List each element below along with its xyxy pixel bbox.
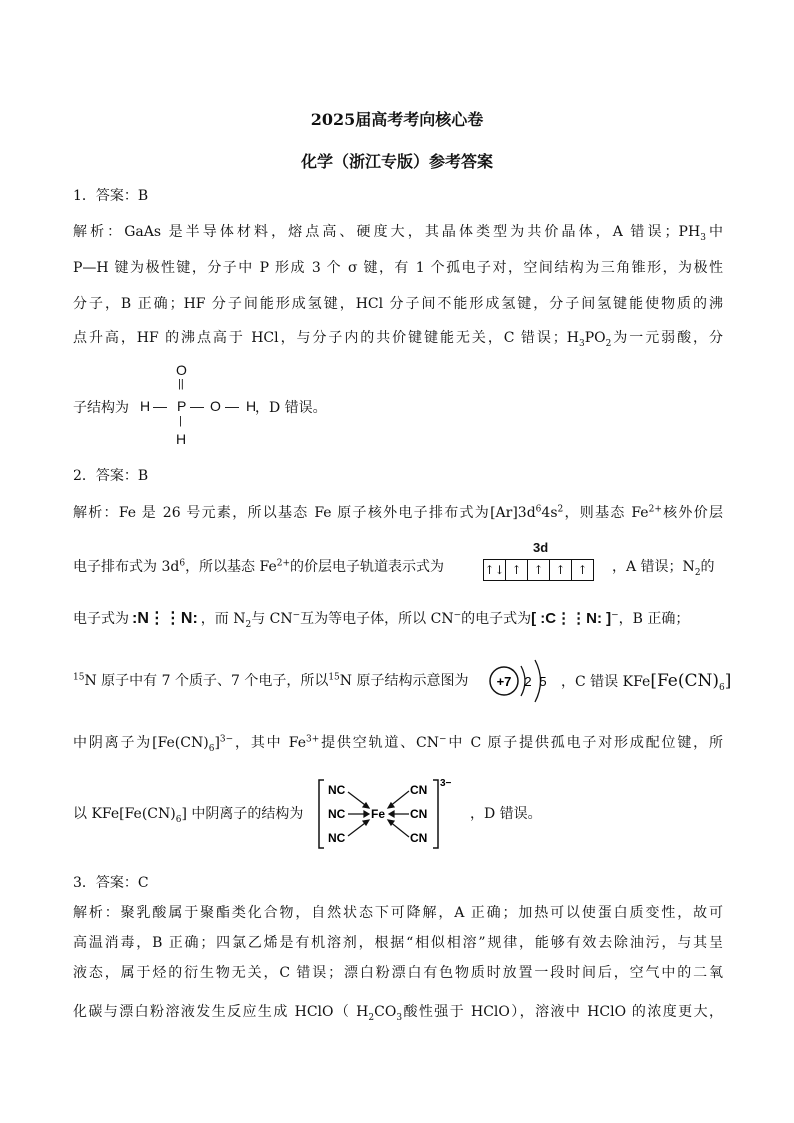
shell-1-count: 2 [524,674,532,689]
doc-title: 2025届高考考向核心卷 [310,110,484,129]
q2-line2-right: ，A 错误；$N_2$的 [612,559,715,578]
orbital-box: ↑ [550,560,572,580]
shell-2-count: 5 [539,674,547,689]
q2-line3: 电子式为 :N⋮⋮N: ，而 $N_2$与 CN−互为等电子体，所以 CN−的电子式为[ :C⋮⋮N: ]−，B 正确； [73,610,690,630]
orbital-label: 3d [533,540,549,555]
q1-line5: 子结构为 ，D 错误。 [73,400,327,416]
q3-line3: 液态，属于烃的衍生物无关，C 错误；漂白粉漂白有色物质时放置一段时间后，空气中的二氧 [73,965,723,981]
ligand-cn: CN [410,783,428,797]
q3-line1: 解析：聚乳酸属于聚酯类化合物，自然状态下可降解，A 正确；加热可以使蛋白质变性，故可 [73,905,723,921]
ligand-nc: NC [328,807,346,821]
ligand-cn: CN [410,831,428,845]
q2-line6-right: ，D 错误。 [470,806,542,822]
q3-line4: 化碳与漂白粉溶液发生反应生成 HClO（ $H_2CO_3$酸性强于 HClO），溶液中 HClO 的浓度更大， [73,1004,723,1023]
q1-answer: 1．答案：B [73,188,149,204]
central-fe: Fe [371,807,386,821]
q3-answer: 3．答案：C [73,875,149,891]
q2-line4-left: $^{15}$N 原子中有 7 个质子、7 个电子，所以$^{15}$N 原子结构示意图为 [73,672,469,689]
n2-electron-formula: :N⋮⋮N: [132,610,198,627]
cn-electron-formula: [ :C⋮⋮N: ] [531,610,612,627]
q3-line2: 高温消毒，B 正确；四氯乙烯是有机溶剂，根据“相似相溶”规律，能够有效去除油污，与其呈 [73,935,723,951]
q2-line1: 解析：Fe 是 26 号元素，所以基态 Fe 原子核外电子排布式为$[Ar]3d^64s^2$，则基态 $Fe^{2+}$核外价层 [73,504,723,521]
q2-line4-right: ，C 错误 $KFe[Fe(CN)_6]$ [561,671,732,693]
complex-charge: 3− [440,778,452,789]
right-bracket [433,780,438,848]
n15-atom-diagram [488,656,558,712]
q2-line6-left: 以 $KFe[Fe(CN)_6]$ 中阴离子的结构为 [73,806,304,825]
orbital-box: ↑ [577,563,588,577]
ligand-nc: NC [328,831,346,845]
orbital-diagram [483,559,594,581]
orbital-box: ↑ [506,560,528,580]
orbital-box: ↑↓ [484,560,506,580]
left-bracket [319,780,324,848]
ligand-nc: NC [328,783,346,797]
doc-subtitle: 化学（浙江专版）参考答案 [300,152,493,171]
ferricyanide-structure [316,774,466,854]
orbital-box: ↑ [528,560,550,580]
q2-answer: 2．答案：B [73,468,149,484]
q2-line5: 中阴离子为$[Fe(CN)_6]^{3-}$，其中 $Fe^{3+}$提供空轨道、CN−中 C 原子提供孤电子对形成配位键，所 [73,734,723,754]
q1-line1: 解析：GaAs 是半导体材料，熔点高、硬度大，其晶体类型为共价晶体，A 错误；$PH_3$中 [73,224,724,243]
answer-page: 2025届高考考向核心卷 化学（浙江专版）参考答案 1．答案：B 解析：GaAs 是半导体材料，熔点高、硬度大，其晶体类型为共价晶体，A 错误；$PH_3$中 P—H 键为极性键，分子中 P 形成 3 个 σ 键，有 1 个孤电子对，空间结构为三角锥形，为极性 分子，B 正确；HF 分子间能形成氢键，HCl 分子间不能形成氢键，分子间氢键能使物质的沸 点升高，HF 的沸点高于 HCl，与分子内的共价键键能无关，C 错误；$H_3PO_2$为一元弱酸，分 子结构为 ，D 错误。 O || H — P — O — H | H 2．答案：B 解析：Fe 是 26 号元素，所以基态 Fe 原子核外电子排布式为$[Ar]3d^64s^2$，则基态 $Fe^{2+}$核外价层 电子排布式为 $3d^6$，所以基态 $Fe^{2+}$的价层电子轨道表示式为 3d ↑↓ ↑ ↑ ↑ ↑ ，A 错误；$N_2$的 电子式为 :N⋮⋮N: ，而 $N_2$与 CN−互为等电子体，所以 CN−的电子式为[ :C⋮⋮N: ]−，B 正确； $^{15}$N 原子中有 7 个质子、7 个电子，所以$^{15}$N 原子结构示意图为 +7 2 5 ，C 错误 $KFe[Fe(CN)_6]$ 中阴离子为$[Fe(CN)_6]^{3-}$，其中 $Fe^{3+}$提供空轨道、CN−中 C 原子提供孤电子对形成配位键，所 以 $KFe[Fe(CN)_6]$ 中阴离子的结构为 NC NC NC Fe CN CN CN 3− ，D 错误。 3．答案：C 解析：聚乳酸属于聚酯类化合物，自然状态下可降解，A 正确；加热可以使蛋白质变性，故可 高温消毒，B 正确；四氯乙烯是有机溶剂，根据“相似相溶”规律，能够有效去除油污，与其呈 液态，属于烃的衍生物无关，C 错误；漂白粉漂白有色物质时放置一段时间后，空气中的二氧 化碳与漂白粉溶液发生反应生成 HClO（ $H_2CO_3$酸性强于 HClO），溶液中 HClO 的浓度更大， [0,0,794,1123]
ligand-cn: CN [410,807,428,821]
q1-line2: P—H 键为极性键，分子中 P 形成 3 个 σ 键，有 1 个孤电子对，空间结构为三角锥形，为极性 [73,260,723,276]
q1-line3: 分子，B 正确；HF 分子间能形成氢键，HCl 分子间不能形成氢键，分子间氢键能使物质的沸 [73,296,723,312]
nucleus-charge: +7 [496,674,512,689]
q2-line2-left: 电子排布式为 $3d^6$，所以基态 $Fe^{2+}$的价层电子轨道表示式为 [73,558,445,575]
q1-line4: 点升高，HF 的沸点高于 HCl，与分子内的共价键键能无关，C 错误；$H_3PO_2$为一元弱酸，分 [73,330,724,349]
